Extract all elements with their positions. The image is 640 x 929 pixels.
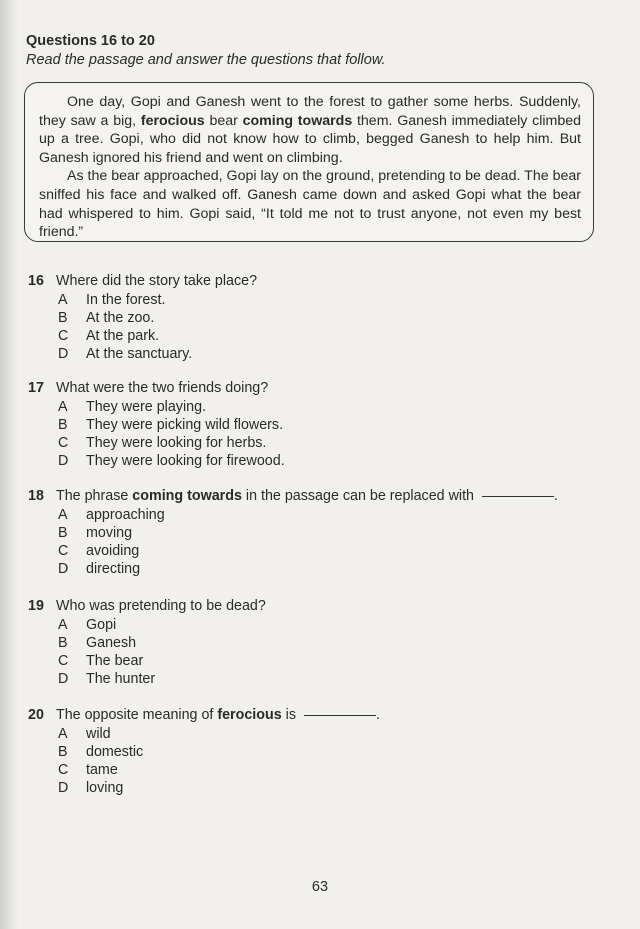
question-text-part: The opposite meaning of — [56, 707, 218, 723]
question-text-part: is — [281, 707, 297, 723]
option-c[interactable] — [28, 434, 608, 452]
question-20 — [28, 706, 608, 797]
question-text — [56, 487, 608, 506]
option-c[interactable] — [28, 652, 608, 670]
option-letter: D — [58, 561, 69, 578]
option-letter: A — [58, 291, 68, 308]
answer-blank[interactable] — [482, 496, 554, 497]
option-letter: D — [58, 780, 69, 797]
passage-text: One day, Gopi and Ganesh went to the forest to gather some herbs. Suddenly, they saw a big, — [39, 94, 581, 129]
option-letter: B — [58, 743, 68, 760]
option-letter: A — [58, 506, 68, 523]
question-text: Who was pretending to be dead? — [56, 598, 266, 614]
option-a[interactable] — [28, 398, 608, 416]
option-text: approaching — [86, 506, 165, 523]
option-b[interactable] — [28, 634, 608, 652]
question-18 — [28, 487, 608, 578]
passage-bold-word: ferocious — [140, 112, 205, 129]
question-text: Where did the story take place? — [56, 273, 258, 289]
question-number: 18 — [28, 488, 44, 504]
section-instruction: Read the passage and answer the questions that follow. — [26, 52, 386, 68]
option-text: The hunter — [86, 671, 156, 688]
section-header — [26, 32, 616, 69]
passage-text: them. Ganesh immediately climbed up a tree. Gopi, who did not know how to climb, begged Ganesh to help him. But Ganesh ignored his friend and went on climbing. — [39, 112, 581, 166]
option-a[interactable] — [28, 506, 608, 524]
option-letter: B — [58, 416, 68, 433]
passage-text: bear — [204, 112, 243, 129]
question-number: 16 — [28, 273, 44, 289]
option-text: Ganesh — [86, 634, 137, 651]
option-a[interactable] — [28, 616, 608, 634]
question-17 — [28, 379, 608, 470]
option-text: They were playing. — [86, 398, 206, 415]
option-letter: D — [58, 346, 69, 363]
option-d[interactable] — [28, 560, 608, 578]
option-text: wild — [86, 725, 111, 742]
option-letter: D — [58, 453, 69, 470]
option-d[interactable] — [28, 670, 608, 688]
option-letter: A — [58, 725, 68, 742]
passage-bold-phrase: coming towards — [242, 112, 353, 129]
option-a[interactable] — [28, 725, 608, 743]
option-text: They were looking for firewood. — [86, 453, 285, 470]
option-b[interactable] — [28, 416, 608, 434]
option-letter: C — [58, 434, 69, 451]
option-d[interactable] — [28, 452, 608, 470]
option-letter: B — [58, 524, 68, 541]
answer-blank[interactable] — [304, 715, 376, 716]
option-letter: A — [58, 616, 68, 633]
question-number: 17 — [28, 380, 44, 396]
option-c[interactable] — [28, 542, 608, 560]
option-b[interactable] — [28, 524, 608, 542]
option-text: domestic — [86, 743, 144, 760]
option-text: Gopi — [86, 616, 117, 633]
section-title: Questions 16 to 20 — [26, 33, 155, 49]
question-19 — [28, 597, 608, 688]
option-letter: C — [58, 542, 69, 559]
option-letter: A — [58, 398, 68, 415]
option-text: tame — [86, 761, 118, 778]
option-letter: C — [58, 761, 69, 778]
option-letter: C — [58, 327, 69, 344]
option-letter: B — [58, 309, 68, 326]
option-letter: D — [58, 671, 69, 688]
question-16 — [28, 272, 608, 363]
option-text: loving — [86, 780, 124, 797]
question-bold-word: ferocious — [217, 707, 282, 723]
page-edge-shadow — [0, 0, 18, 929]
option-a[interactable] — [28, 291, 608, 309]
question-number: 20 — [28, 707, 44, 723]
option-text: In the forest. — [86, 291, 166, 308]
passage-paragraph-2: As the bear approached, Gopi lay on the ground, pretending to be dead. The bear sniffed his face and walked off. Ganesh came down and asked Gopi what the bear had whispered to him. Gopi said, “It told me not to trust anyone, not even my best friend.” — [39, 168, 581, 241]
question-text-part: in the passage can be replaced with — [241, 488, 475, 504]
question-number: 19 — [28, 598, 44, 614]
option-text: directing — [86, 561, 141, 578]
passage-paragraph-1 — [39, 93, 581, 167]
question-text-end: . — [554, 488, 558, 504]
option-c[interactable] — [28, 327, 608, 345]
question-text — [56, 706, 608, 725]
option-text: avoiding — [86, 542, 140, 559]
passage-box — [24, 82, 594, 242]
option-text: At the park. — [86, 327, 160, 344]
question-text-end: . — [376, 707, 380, 723]
option-text: At the zoo. — [86, 309, 155, 326]
option-text: At the sanctuary. — [86, 346, 193, 363]
question-bold-phrase: coming towards — [132, 488, 242, 504]
option-text: They were looking for herbs. — [86, 434, 267, 451]
option-b[interactable] — [28, 309, 608, 327]
question-text: What were the two friends doing? — [56, 380, 269, 396]
option-c[interactable] — [28, 761, 608, 779]
option-text: They were picking wild flowers. — [86, 416, 284, 433]
option-d[interactable] — [28, 345, 608, 363]
question-text-part: The phrase — [56, 488, 133, 504]
option-d[interactable] — [28, 779, 608, 797]
option-text: The bear — [86, 652, 144, 669]
option-text: moving — [86, 524, 133, 541]
option-letter: B — [58, 634, 68, 651]
option-letter: C — [58, 652, 69, 669]
option-b[interactable] — [28, 743, 608, 761]
page-number: 63 — [311, 879, 329, 895]
